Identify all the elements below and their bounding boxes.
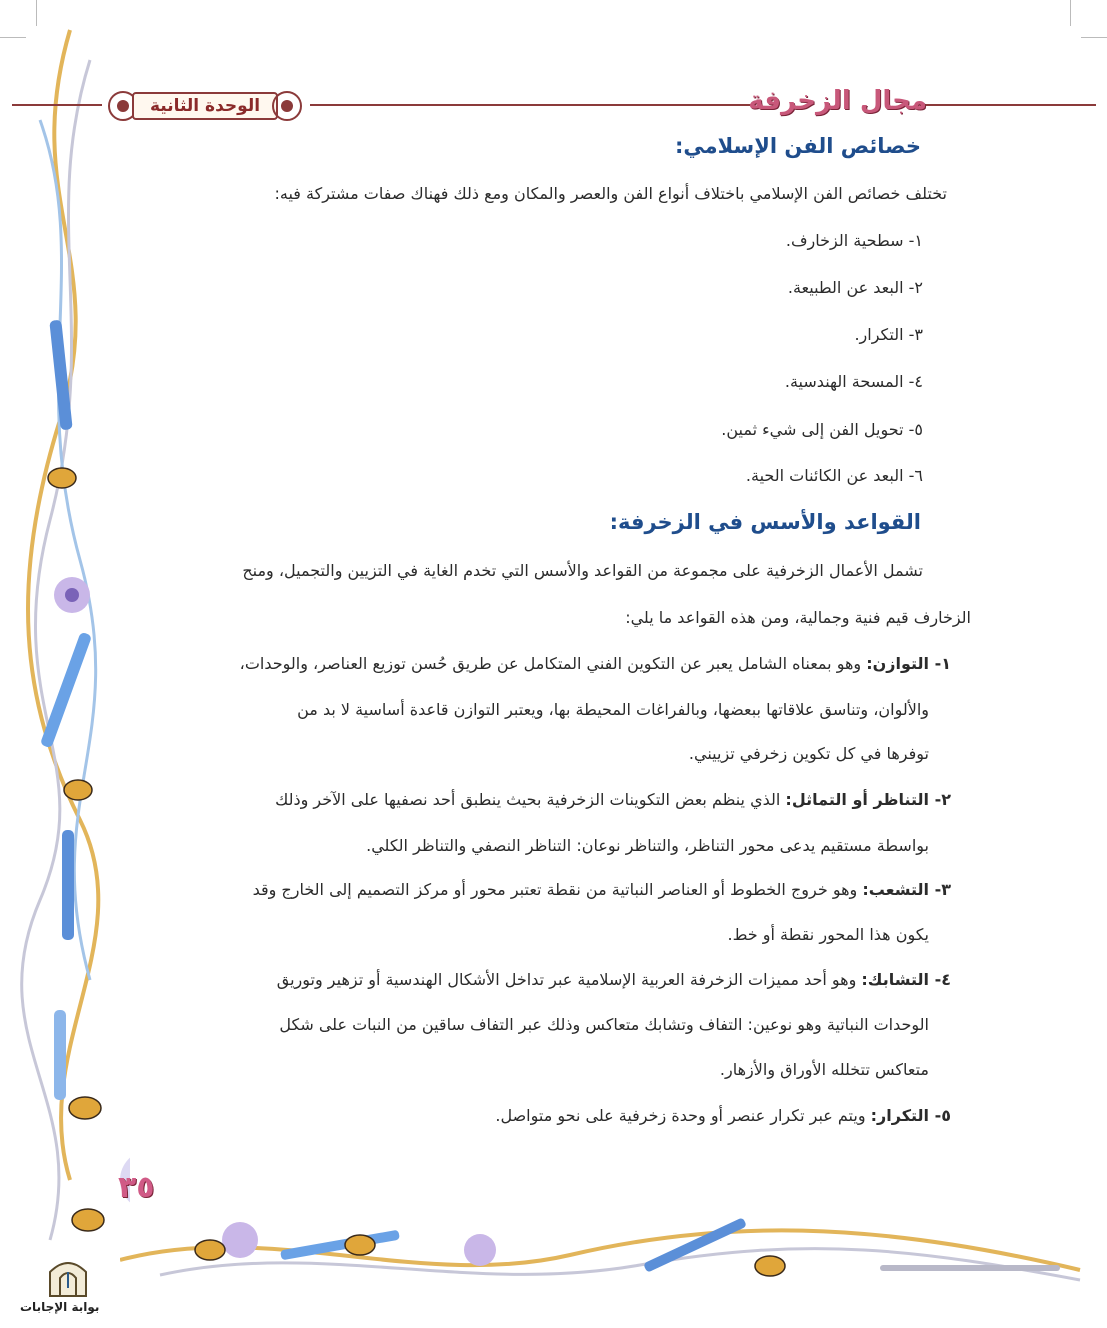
- crop-mark: [1081, 37, 1107, 38]
- rule-item: [240, 654, 951, 673]
- rule-item: [253, 880, 951, 899]
- list-item: ٦- البعد عن الكائنات الحية.: [745, 466, 923, 485]
- rule-term: ٢- التناظر أو التماثل:: [785, 790, 951, 809]
- logo-icon: [46, 1258, 90, 1298]
- header-rule: [310, 104, 754, 106]
- rule-text: بواسطة مستقيم يدعى محور التناظر، والتناظر نوعان: التناظر النصفي والتناظر الكلي.: [366, 836, 929, 855]
- decorative-border-bottom: [120, 1200, 1100, 1300]
- list-item: ٣- التكرار.: [854, 325, 923, 344]
- rule-term: ٤- التشابك:: [861, 970, 951, 989]
- crop-mark: [1070, 0, 1071, 26]
- rule-item: [277, 970, 951, 989]
- rule-item: [495, 1106, 951, 1125]
- list-item: ٥- تحويل الفن إلى شيء ثمين.: [721, 420, 923, 439]
- header-rule: [920, 104, 1096, 106]
- rule-text: الوحدات النباتية وهو نوعين: التفاف وتشابك متعاكس وذلك عبر التفاف ساقين من النبات على شكل: [279, 1015, 929, 1034]
- rule-text: وهو أحد مميزات الزخرفة العربية الإسلامية عبر تداخل الأشكال الهندسية أو تزهير وتوريق: [276, 970, 862, 989]
- section-heading: القواعد والأسس في الزخرفة:: [609, 510, 921, 534]
- rule-text: ويتم عبر تكرار عنصر أو وحدة زخرفية على نحو متواصل.: [495, 1106, 871, 1125]
- rule-text: والألوان، وتناسق علاقاتها ببعضها، وبالفراغات المحيطة بها، ويعتبر التوازن قاعدة أساسية لا بد من: [297, 700, 929, 719]
- decorative-border-left: [0, 0, 130, 1328]
- section-heading: خصائص الفن الإسلامي:: [674, 134, 921, 158]
- logo-caption: بوابة الإجابات: [20, 1300, 100, 1314]
- rule-term: ٣- التشعب:: [862, 880, 951, 899]
- section-intro: تشمل الأعمال الزخرفية على مجموعة من القواعد والأسس التي تخدم الغاية في التزيين والتجميل، ومنح: [242, 561, 923, 580]
- header-rule: [12, 104, 102, 106]
- unit-label: الوحدة الثانية: [132, 92, 278, 120]
- section-intro: الزخارف قيم فنية وجمالية، ومن هذه القواعد ما يلي:: [625, 608, 971, 627]
- rule-text: وهو بمعناه الشامل يعبر عن التكوين الفني المتكامل عن طريق حُسن توزيع العناصر، والوحدات،: [239, 654, 867, 673]
- list-item: ٤- المسحة الهندسية.: [784, 372, 923, 391]
- list-item: ١- سطحية الزخارف.: [785, 231, 923, 250]
- unit-banner: [100, 84, 310, 128]
- rule-item: [275, 790, 951, 809]
- page-number: ٣٥: [118, 1170, 155, 1205]
- domain-title: مجال الزخرفة: [748, 86, 927, 116]
- rule-text: وهو خروج الخطوط أو العناصر النباتية من نقطة تعتبر محور أو مركز التصميم إلى الخارج وقد: [252, 880, 863, 899]
- section-intro: تختلف خصائص الفن الإسلامي باختلاف أنواع الفن والعصر والمكان ومع ذلك فهناك صفات مشتركة فيه:: [274, 184, 947, 203]
- rule-text: توفرها في كل تكوين زخرفي تزييني.: [688, 744, 929, 763]
- rule-term: ١- التوازن:: [866, 654, 951, 673]
- rule-term: ٥- التكرار:: [870, 1106, 951, 1125]
- rule-text: الذي ينظم بعض التكوينات الزخرفية بحيث ينطبق أحد نصفيها على الآخر وذلك: [275, 790, 786, 809]
- list-item: ٢- البعد عن الطبيعة.: [787, 278, 923, 297]
- rule-text: متعاكس تتخلله الأوراق والأزهار.: [719, 1060, 929, 1079]
- rule-text: يكون هذا المحور نقطة أو خط.: [727, 925, 929, 944]
- ornament-icon: [270, 89, 304, 123]
